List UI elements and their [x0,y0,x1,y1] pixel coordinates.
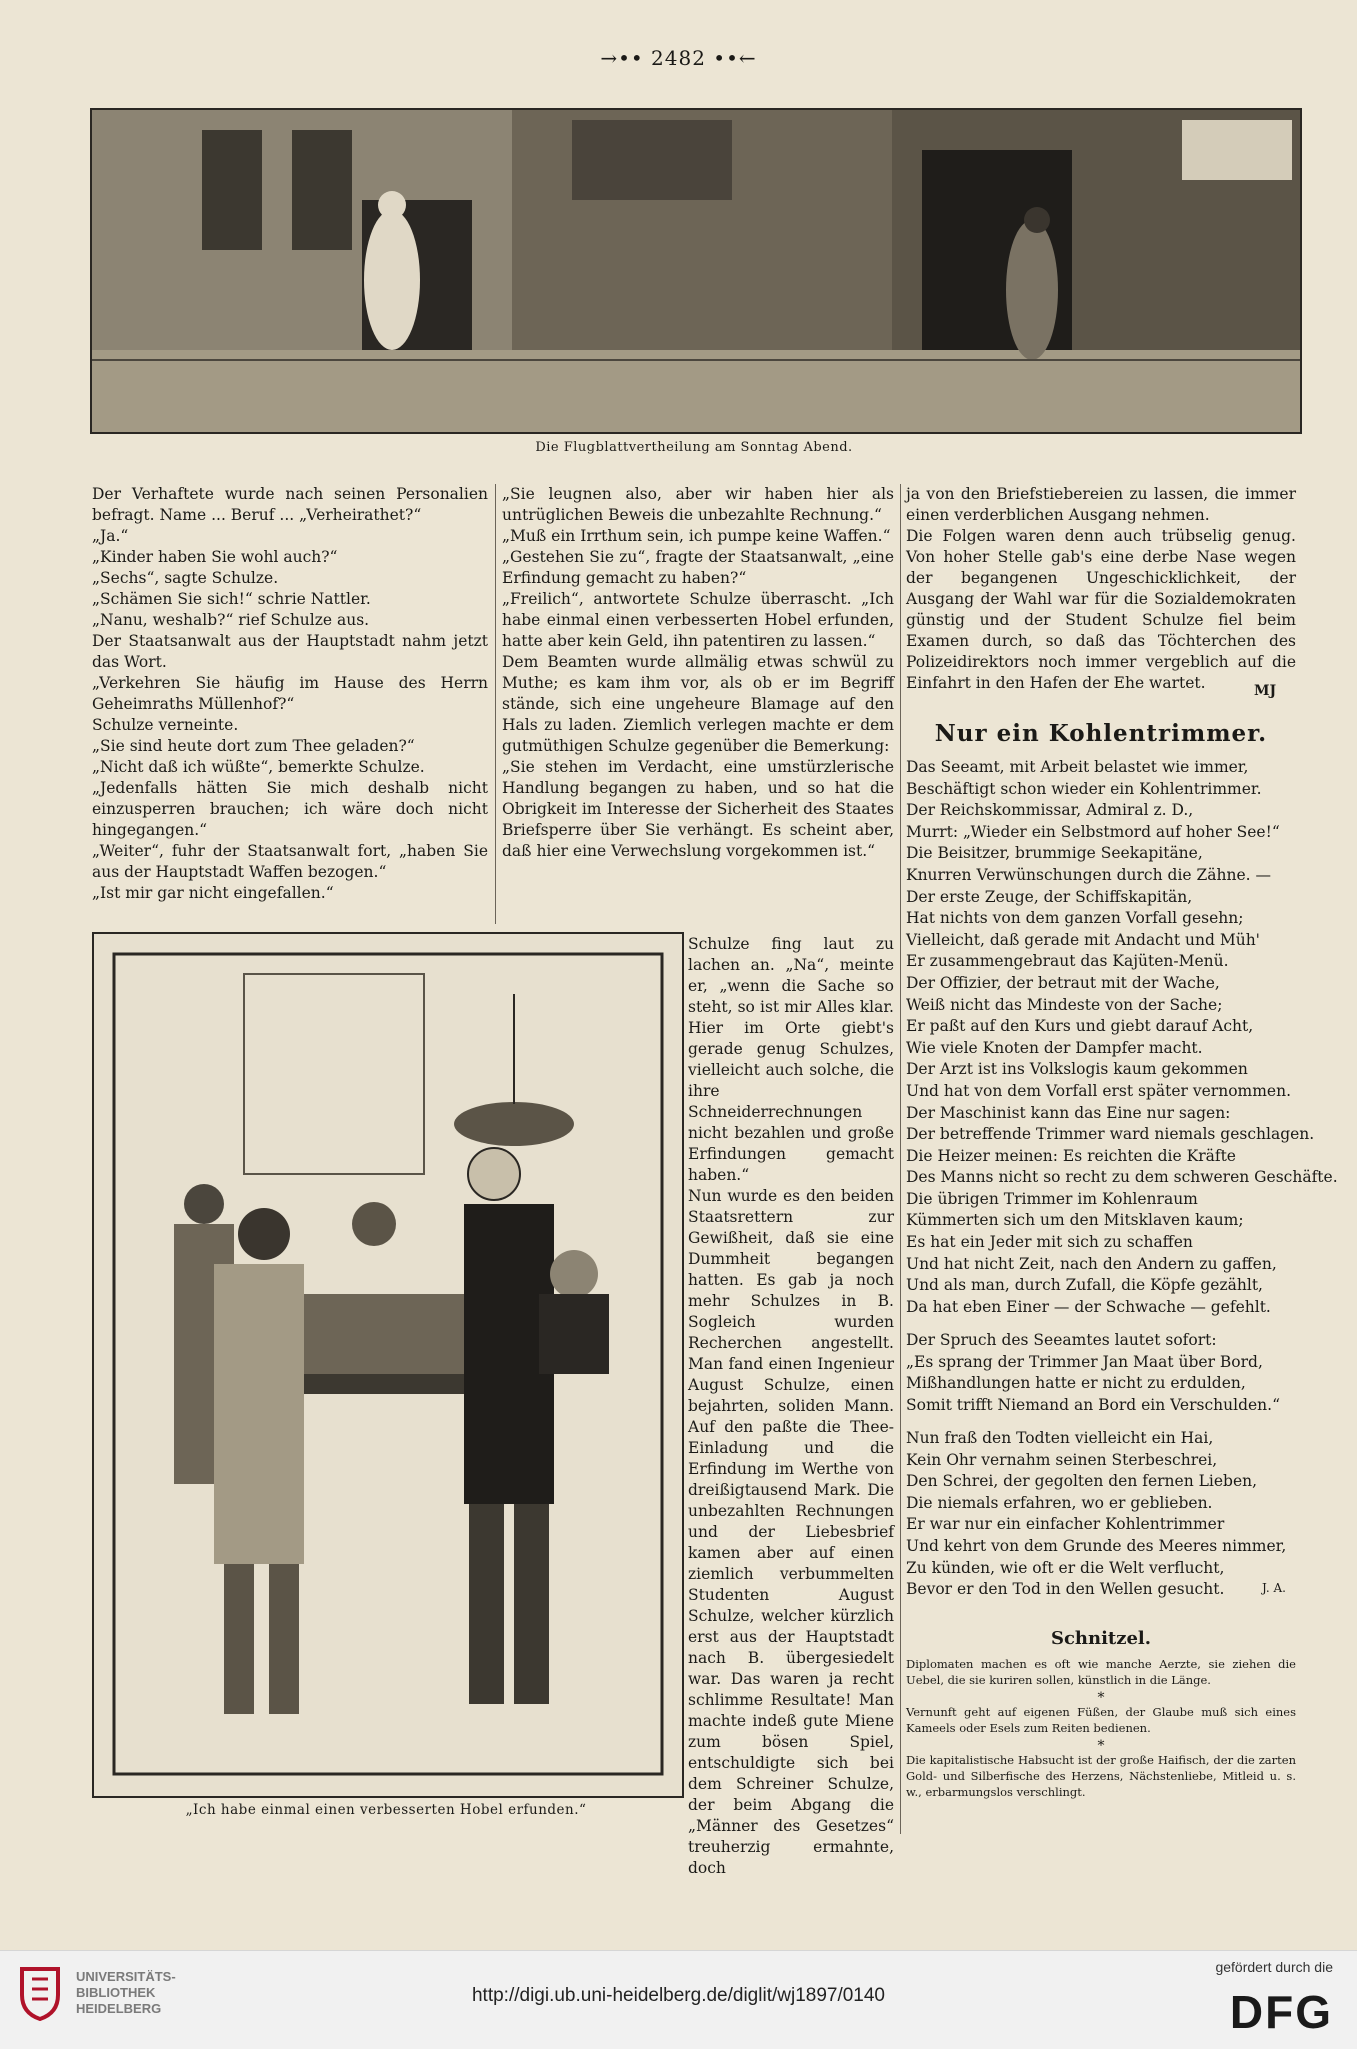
poem-line: Bevor er den Tod in den Wellen gesucht. [906,1580,1225,1599]
column-rule-1 [495,484,496,924]
poem-line: Die niemals erfahren, wo er geblieben. [906,1493,1213,1512]
poem-signature: J. A. [1262,1581,1286,1595]
inline-illustration-caption: „Ich habe einmal einen verbesserten Hobel erfunden.“ [185,1802,587,1818]
office-scene-image [94,934,682,1796]
page-number: →•• 2482 ••← [600,46,757,70]
poem-line: Murrt: „Wieder ein Selbstmord auf hoher See!“ [906,822,1280,841]
poem-line: Das Seeamt, mit Arbeit belastet wie immer, [906,758,1249,776]
poem-line: Der Offizier, der betraut mit der Wache, [906,973,1220,992]
source-url-link[interactable]: http://digi.ub.uni-heidelberg.de/diglit/wj1897/0140 [471,1985,886,2006]
institution-line: BIBLIOTHEK [76,1985,156,2000]
schnitzel-item: Vernunft geht auf eigenen Füßen, der Glaube muß sich eines Kameels oder Esels zum Reiten bedienen. [906,1705,1296,1735]
poem-line: Es hat ein Jeder mit sich zu schaffen [906,1233,1193,1252]
poem-line: Die übrigen Trimmer im Kohlenraum [906,1189,1198,1208]
poem-line: Und hat von dem Vorfall erst später vernommen. [906,1081,1292,1100]
poem-line: Da hat eben Einer — der Schwache — gefehlt. [906,1297,1271,1316]
column-rule-2 [900,484,901,1834]
footer-bar [0,1950,1357,2049]
courtroom-illustration [92,932,684,1798]
poem-line: Er paßt auf den Kurs und giebt darauf Acht, [906,1017,1254,1036]
dfg-logo: DFG [1229,1986,1333,2038]
story-text-left: Der Verhaftete wurde nach seinen Personalien befragt. Name ... Beruf ... „Verheirathet?“ „Ja.“ „Kinder haben Sie wohl auch?“ „Sechs“, sagte Schulze. „Schämen Sie sich!“ schrie Nattler. „Nanu, weshalb?“ rief Schulze aus. Der Staatsanwalt aus der Hauptstadt nahm jetzt das Wort. „Verkehren Sie häufig im Hause des Herrn Geheimraths Müllenhof?“ Schulze verneinte. „Sie sind heute dort zum Thee geladen?“ „Nicht daß ich wüßte“, bemerkte Schulze. „Jedenfalls hätten Sie mich deshalb nicht einzusperren brauchen; ich wäre doch nicht hingegangen.“ „Weiter“, fuhr der Staatsanwalt fort, „haben Sie aus der Hauptstadt Waffen bezogen.“ „Ist mir gar nicht eingefallen.“ [92,485,488,902]
poem-line: Nun fraß den Todten vielleicht ein Hai, [906,1429,1214,1447]
story-text-right: ja von den Briefstiebereien zu lassen, die immer einen verderblichen Ausgang nehmen. Die Folgen waren denn auch trübselig genug. Von hoher Stelle gab's eine derbe Nase wegen der begangenen Ungeschicklichkeit, der Ausgang der Wahl war für die Sozialdemokraten günstig und der Student Schulze fiel beim Examen durch, so daß das Töchterchen des Polizeidirektors noch immer vergeblich auf die Einfahrt in den Hafen der Ehe wartet. [906,485,1296,692]
story-text-middle: „Sie leugnen also, aber wir haben hier als untrüglichen Beweis die unbezahlte Rechnung.“ „Muß ein Irrthum sein, ich pumpe keine Waffen.“ „Gestehen Sie zu“, fragte der Staatsanwalt, „eine Erfindung gemacht zu haben?“ „Freilich“, antwortete Schulze überrascht. „Ich habe einmal einen verbesserten Hobel erfunden, hatte aber kein Geld, ihn patentiren zu lassen.“ Dem Beamten wurde allmälig etwas schwül zu Muthe; es kam ihm vor, als ob er im Begriff stände, sich eine ungeheure Blamage auf den Hals zu laden. Ziemlich verlegen machte er dem gutmüthigen Schulze gegenüber die Bemerkung: „Sie stehen im Verdacht, eine umstürzlerische Handlung begangen zu haben, und so hat die Obrigkeit im Interesse der Sicherheit des Staates Briefsperre über Sie verhängt. Es scheint aber, daß hier eine Verwechslung vorgekommen ist.“ [502,485,894,860]
poem-line: Beschäftigt schon wieder ein Kohlentrimmer. [906,779,1262,798]
poem-line: Wie viele Knoten der Dampfer macht. [906,1038,1203,1057]
institution-line: HEIDELBERG [76,2001,162,2016]
story-signature: MJ [1254,683,1277,699]
poem-line: Und hat nicht Zeit, nach den Andern zu gaffen, [906,1254,1277,1273]
poem-line: Mißhandlungen hatte er nicht zu erdulden, [906,1374,1246,1393]
funded-by-label: gefördert durch die [1215,1959,1333,1975]
poem-line: „Es sprang der Trimmer Jan Maat über Bord, [906,1352,1263,1371]
poem-line: Knurren Verwünschungen durch die Zähne. — [906,865,1272,884]
poem-line: Der Spruch des Seeamtes lautet sofort: [906,1331,1217,1349]
poem-line: Er war nur ein einfacher Kohlentrimmer [906,1515,1225,1534]
poem-line: Und kehrt von dem Grunde des Meeres nimmer, [906,1536,1287,1555]
poem-line: Der erste Zeuge, der Schiffskapitän, [906,887,1193,906]
poem-line: Die Heizer meinen: Es reichten die Kräfte [906,1146,1236,1165]
poem-line: Des Manns nicht so recht zu dem schweren Geschäfte. [906,1168,1338,1187]
poem-line: Somit trifft Niemand an Bord ein Verschulden.“ [906,1395,1280,1414]
top-illustration-caption: Die Flugblattvertheilung am Sonntag Abend. [535,440,853,455]
poem-line: Vielleicht, daß gerade mit Andacht und Müh' [906,930,1260,949]
poem-line: Der betreffende Trimmer ward niemals geschlagen. [906,1125,1315,1144]
poem-line: Den Schrei, der gegolten den fernen Lieben, [906,1472,1258,1491]
poem-line: Er zusammengebraut das Kajüten-Menü. [906,952,1229,971]
story-text-narrow: Schulze fing laut zu lachen an. „Na“, meinte er, „wenn die Sache so steht, so ist mir Alles klar. Hier im Orte giebt's gerade genug Schulzes, vielleicht auch solche, die ihre Schneiderrechnungen nicht bezahlen und große Erfindungen gemacht haben.“ Nun wurde es den beiden Staatsrettern zur Gewißheit, daß sie eine Dummheit begangen hatten. Es gab ja noch mehr Schulzes in B. Sogleich wurden Recherchen angestellt. Man fand einen Ingenieur August Schulze, einen bejahrten, soliden Mann. Auf den paßte die Thee-Einladung und die Erfindung im Werthe von dreißigtausend Mark. Die unbezahlten Rechnungen und der Liebesbrief kamen aber auf einen ziemlich verbummelten Studenten August Schulze, welcher kürzlich erst aus der Hauptstadt nach B. übergesiedelt war. Das waren ja recht schlimme Resultate! Man machte indeß gute Miene zum bösen Spiel, entschuldigte sich bei dem Schreiner Schulze, der beim Abgang die „Männer des Gesetzes“ treuherzig ermahnte, doch [688,935,894,1877]
poem-line: Weiß nicht das Mindeste von der Sache; [906,995,1223,1014]
poem-line: Der Reichskommissar, Admiral z. D., [906,801,1194,820]
poem-stanza-1 [906,757,1338,1318]
institution-line: UNIVERSITÄTS- [76,1969,176,1984]
poem-line: Zu künden, wie oft er die Welt verflucht, [906,1558,1225,1577]
separator-star-icon: * [1097,1738,1105,1754]
street-scene-image [92,110,1300,432]
top-illustration [90,108,1302,434]
poem-line: Und als man, durch Zufall, die Köpfe gezählt, [906,1276,1263,1295]
poem-stanza-2 [906,1330,1296,1416]
poem-line: Der Arzt ist ins Volkslogis kaum gekommen [906,1060,1248,1079]
poem-line: Die Beisitzer, brummige Seekapitäne, [906,844,1203,863]
poem-stanza-3 [906,1428,1296,1601]
poem-line: Kümmerten sich um den Mitsklaven kaum; [906,1211,1244,1230]
separator-star-icon: * [1097,1690,1105,1706]
poem-line: Kein Ohr vernahm seinen Sterbeschrei, [906,1450,1218,1469]
schnitzel-item: Diplomaten machen es oft wie manche Aerzte, sie ziehen die Uebel, die sie kuriren sollen, künstlich in die Länge. [906,1657,1296,1687]
poem-title: Nur ein Kohlentrimmer. [934,720,1268,747]
poem-line: Hat nichts von dem ganzen Vorfall gesehn; [906,909,1244,928]
schnitzel-item: Die kapitalistische Habsucht ist der große Haifisch, der die zarten Gold- und Silberfische des Herzens, Nächstenliebe, Mitleid u. s. w., erbarmungslos verschlingt. [906,1753,1296,1799]
poem-line: Der Maschinist kann das Eine nur sagen: [906,1103,1231,1122]
schnitzel-title: Schnitzel. [1050,1628,1152,1649]
